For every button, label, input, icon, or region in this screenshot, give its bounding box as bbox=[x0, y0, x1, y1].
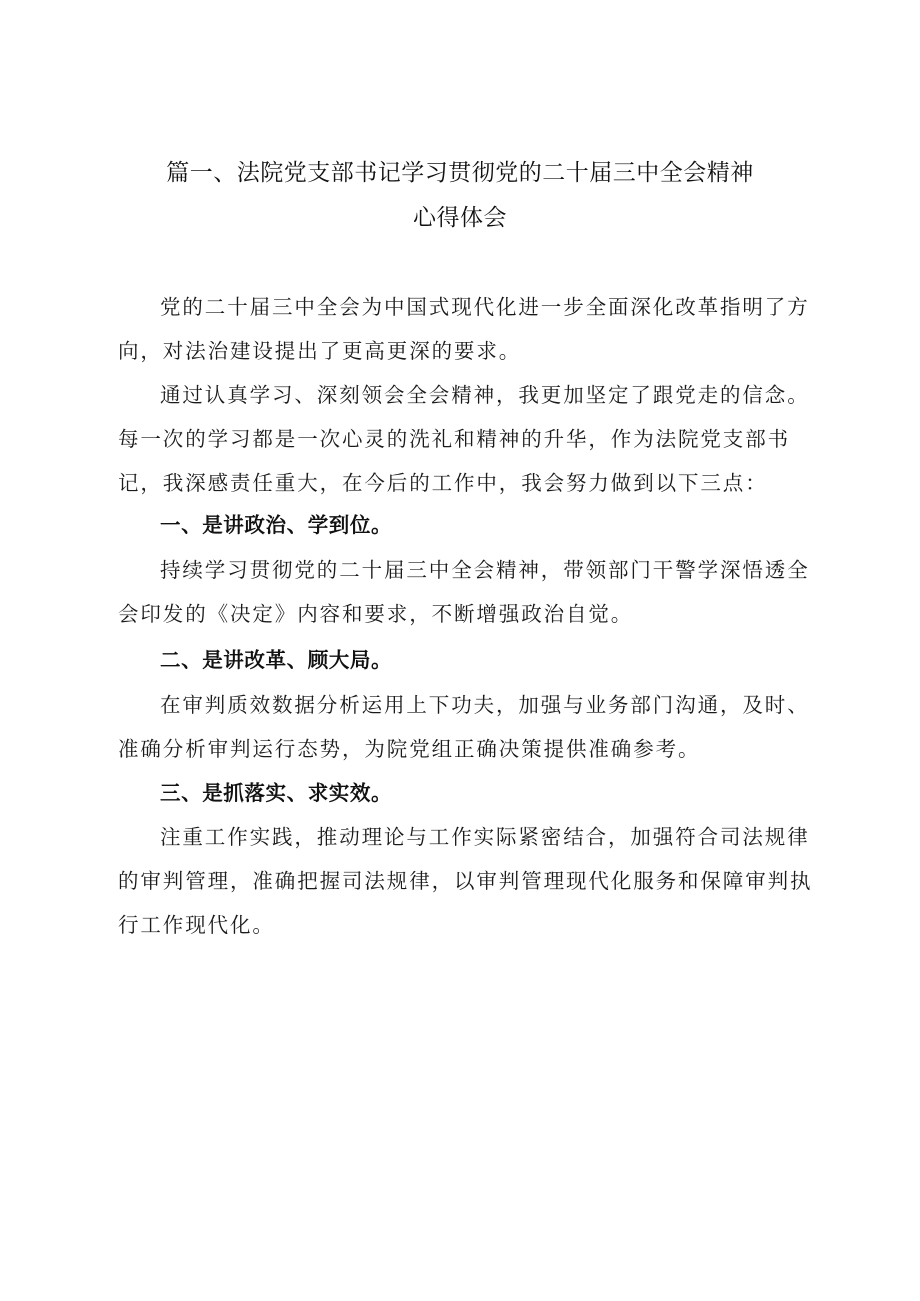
section-body-2: 在审判质效数据分析运用上下功夫，加强与业务部门沟通，及时、准确分析审判运行态势，为院党组正确决策提供准确参考。 bbox=[118, 693, 810, 761]
section-body-3: 注重工作实践，推动理论与工作实际紧密结合，加强符合司法规律的审判管理，准确把握司法规律，以审判管理现代化服务和保障审判执行工作现代化。 bbox=[118, 825, 813, 937]
section-body-1: 持续学习贯彻党的二十届三中全会精神，带领部门干警学深悟透全会印发的《决定》内容和要求，不断增强政治自觉。 bbox=[118, 558, 810, 626]
document-subtitle: 心得体会 bbox=[413, 205, 507, 231]
intro-paragraph: 党的二十届三中全会为中国式现代化进一步全面深化改革指明了方向，对法治建设提出了更高更深的要求。 bbox=[118, 295, 810, 363]
body-paragraph: 通过认真学习、深刻领会全会精神，我更加坚定了跟党走的信念。每一次的学习都是一次心灵的洗礼和精神的升华，作为法院党支部书记，我深感责任重大，在今后的工作中，我会努力做到以下三点： bbox=[118, 383, 810, 495]
section-heading-1: 一、是讲政治、学到位。 bbox=[160, 513, 393, 537]
section-heading-2: 二、是讲改革、顾大局。 bbox=[160, 648, 393, 672]
section-heading-3: 三、是抓落实、求实效。 bbox=[160, 781, 393, 805]
document-title: 篇一、法院党支部书记学习贯彻党的二十届三中全会精神 bbox=[166, 160, 754, 186]
